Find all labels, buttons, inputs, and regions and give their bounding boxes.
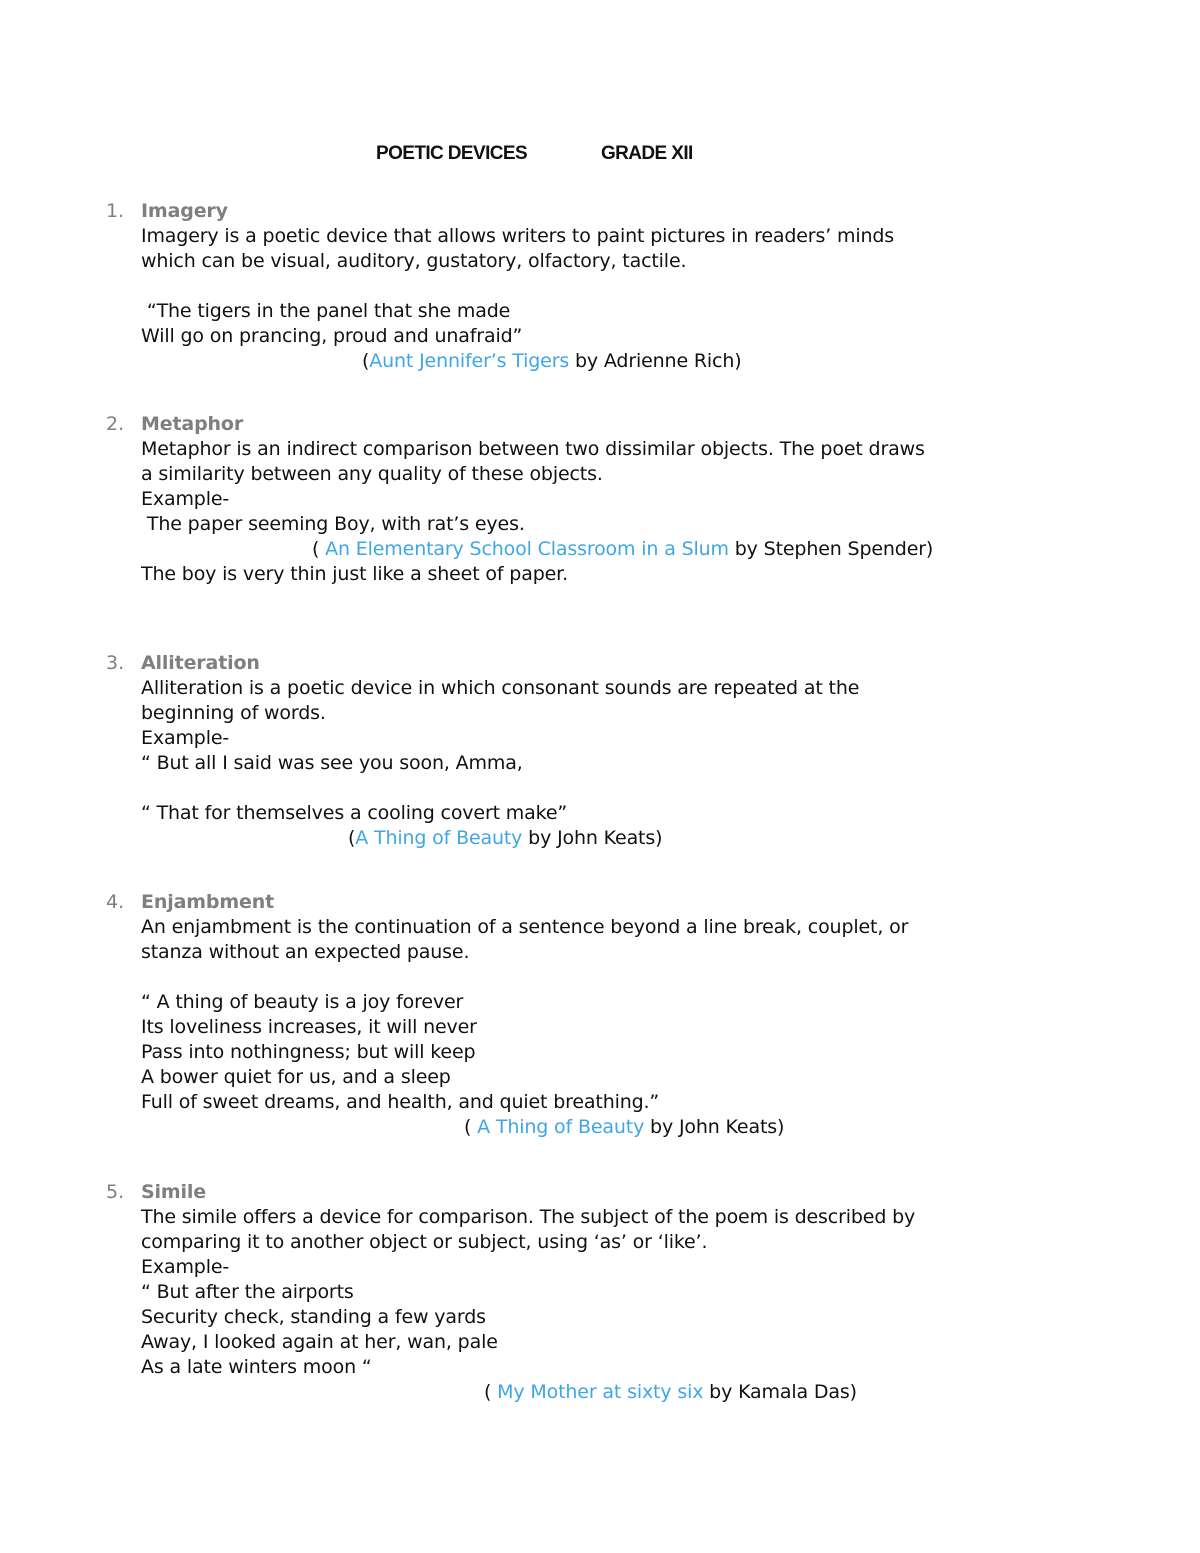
poem-link[interactable]: Aunt Jennifer’s Tigers [369,350,570,372]
example-line: “ A thing of beauty is a joy forever [141,991,464,1013]
definition-line: Alliteration is a poetic device in which consonant sounds are repeated at the [141,677,860,699]
example-line: As a late winters moon “ [141,1356,372,1378]
example-line: The paper seeming Boy, with rat’s eyes. [141,513,525,535]
section-number: 3. [106,652,125,674]
example-line: “The tigers in the panel that she made [141,300,511,322]
example-label: Example- [141,727,230,749]
poem-link[interactable]: My Mother at sixty six [497,1381,704,1403]
example-line: Will go on prancing, proud and unafraid” [141,325,523,347]
poem-link[interactable]: A Thing of Beauty [477,1116,645,1138]
section-number: 2. [106,413,125,435]
example-line: Away, I looked again at her, wan, pale [141,1331,498,1353]
poem-link[interactable]: A Thing of Beauty [355,827,523,849]
source-citation: ( A Thing of Beauty by John Keats) [464,1116,785,1138]
grade-label: GRADE XII [601,143,693,164]
section-title: Imagery [141,200,228,222]
example-label: Example- [141,488,230,510]
definition-line: Metaphor is an indirect comparison between two dissimilar objects. The poet draws [141,438,925,460]
definition-line: stanza without an expected pause. [141,941,470,963]
source-citation: (Aunt Jennifer’s Tigers by Adrienne Rich) [362,350,742,372]
source-citation: ( An Elementary School Classroom in a Slum by Stephen Spender) [312,538,934,560]
example-line: Security check, standing a few yards [141,1306,486,1328]
example-label: Example- [141,1256,230,1278]
example-line: “ But all I said was see you soon, Amma, [141,752,523,774]
example-line: Pass into nothingness; but will keep [141,1041,476,1063]
section-title: Alliteration [141,652,260,674]
section-title: Enjambment [141,891,275,913]
definition-line: beginning of words. [141,702,326,724]
section-number: 5. [106,1181,125,1203]
poem-link[interactable]: An Elementary School Classroom in a Slum [325,538,729,560]
example-line: Full of sweet dreams, and health, and quiet breathing.” [141,1091,660,1113]
definition-line: The simile offers a device for comparison. The subject of the poem is described by [141,1206,916,1228]
definition-line: Imagery is a poetic device that allows writers to paint pictures in readers’ minds [141,225,895,247]
definition-line: An enjambment is the continuation of a sentence beyond a line break, couplet, or [141,916,909,938]
source-citation: ( My Mother at sixty six by Kamala Das) [484,1381,857,1403]
definition-line: comparing it to another object or subject, using ‘as’ or ‘like’. [141,1231,708,1253]
definition-line: a similarity between any quality of these objects. [141,463,603,485]
section-number: 4. [106,891,125,913]
page-title: POETIC DEVICES [376,143,528,164]
example-line: “ But after the airports [141,1281,354,1303]
example-line: A bower quiet for us, and a sleep [141,1066,451,1088]
example-line: Its loveliness increases, it will never [141,1016,477,1038]
explanation-line: The boy is very thin just like a sheet of paper. [141,563,568,585]
definition-line: which can be visual, auditory, gustatory, olfactory, tactile. [141,250,687,272]
section-title: Simile [141,1181,207,1203]
source-citation: (A Thing of Beauty by John Keats) [348,827,663,849]
section-title: Metaphor [141,413,244,435]
section-number: 1. [106,200,125,222]
example-line: “ That for themselves a cooling covert make” [141,802,568,824]
